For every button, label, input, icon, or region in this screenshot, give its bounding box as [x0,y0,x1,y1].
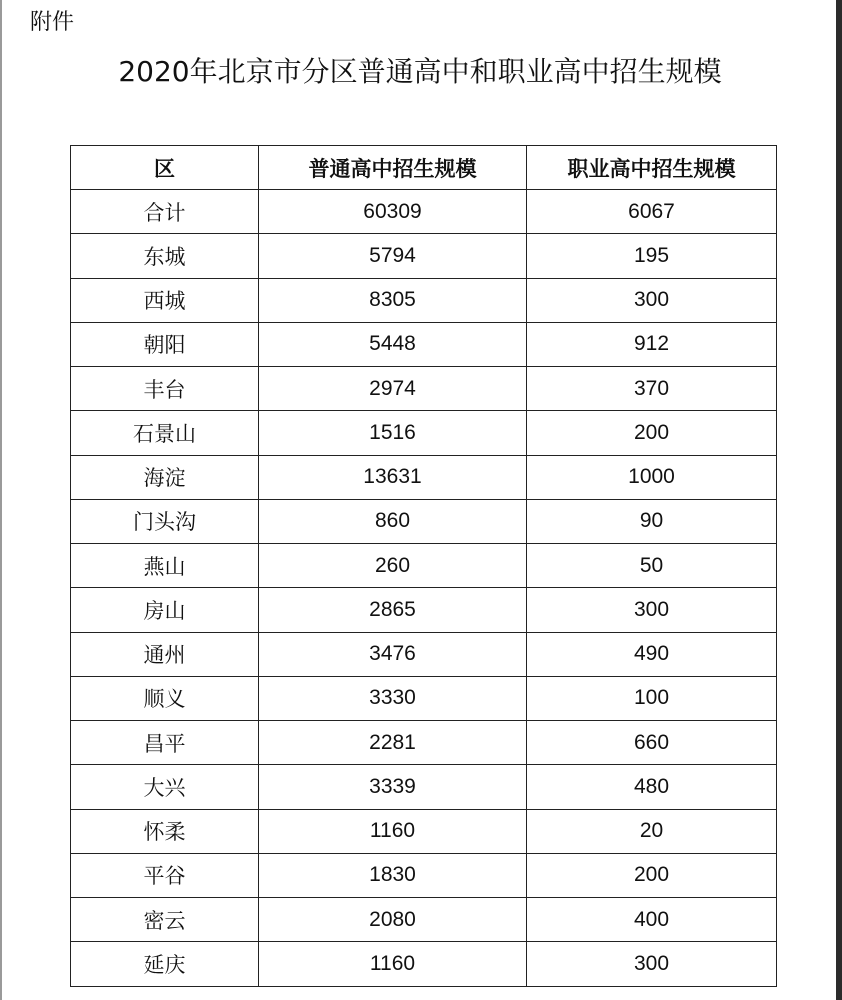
vocational-enrollment-cell: 200 [527,411,777,455]
table-row [71,322,777,366]
table-row [71,234,777,278]
general-enrollment-cell: 2281 [259,721,527,765]
table-row [71,942,777,986]
vocational-enrollment-cell: 90 [527,499,777,543]
vocational-enrollment-cell: 195 [527,234,777,278]
district-cell: 朝阳 [71,322,259,366]
vocational-enrollment-cell: 300 [527,278,777,322]
district-cell: 丰台 [71,367,259,411]
table-body [71,190,777,987]
table-row [71,588,777,632]
vocational-enrollment-cell: 1000 [527,455,777,499]
table-row [71,544,777,588]
general-enrollment-cell: 13631 [259,455,527,499]
district-cell: 西城 [71,278,259,322]
table-row [71,632,777,676]
vocational-enrollment-cell: 100 [527,676,777,720]
column-header-general-high-school: 普通高中招生规模 [259,146,527,190]
table-header-row [71,146,777,190]
table-row [71,455,777,499]
vocational-enrollment-cell: 200 [527,853,777,897]
district-cell: 燕山 [71,544,259,588]
district-cell: 昌平 [71,721,259,765]
general-enrollment-cell: 3330 [259,676,527,720]
district-cell: 东城 [71,234,259,278]
general-enrollment-cell: 1830 [259,853,527,897]
general-enrollment-cell: 60309 [259,190,527,234]
vocational-enrollment-cell: 50 [527,544,777,588]
district-cell: 门头沟 [71,499,259,543]
vocational-enrollment-cell: 6067 [527,190,777,234]
table-row [71,411,777,455]
vocational-enrollment-cell: 480 [527,765,777,809]
enrollment-table [70,145,777,987]
general-enrollment-cell: 3476 [259,632,527,676]
page-title: 2020年北京市分区普通高中和职业高中招生规模 [118,55,722,88]
vocational-enrollment-cell: 912 [527,322,777,366]
vocational-enrollment-cell: 370 [527,367,777,411]
general-enrollment-cell: 1160 [259,809,527,853]
district-cell: 平谷 [71,853,259,897]
table-row [71,809,777,853]
district-cell: 大兴 [71,765,259,809]
vocational-enrollment-cell: 490 [527,632,777,676]
table-row [71,898,777,942]
vocational-enrollment-cell: 300 [527,942,777,986]
table-row [71,765,777,809]
general-enrollment-cell: 2865 [259,588,527,632]
district-cell: 顺义 [71,676,259,720]
general-enrollment-cell: 5794 [259,234,527,278]
general-enrollment-cell: 2974 [259,367,527,411]
district-cell: 房山 [71,588,259,632]
general-enrollment-cell: 5448 [259,322,527,366]
district-cell: 石景山 [71,411,259,455]
general-enrollment-cell: 860 [259,499,527,543]
general-enrollment-cell: 1160 [259,942,527,986]
vocational-enrollment-cell: 660 [527,721,777,765]
general-enrollment-cell: 3339 [259,765,527,809]
general-enrollment-cell: 2080 [259,898,527,942]
table-row [71,499,777,543]
district-cell: 海淀 [71,455,259,499]
general-enrollment-cell: 8305 [259,278,527,322]
table-row [71,367,777,411]
district-cell: 合计 [71,190,259,234]
attachment-label: 附件 [30,10,75,35]
district-cell: 通州 [71,632,259,676]
vocational-enrollment-cell: 20 [527,809,777,853]
district-cell: 延庆 [71,942,259,986]
table-row [71,676,777,720]
vocational-enrollment-cell: 400 [527,898,777,942]
district-cell: 密云 [71,898,259,942]
general-enrollment-cell: 1516 [259,411,527,455]
district-cell: 怀柔 [71,809,259,853]
general-enrollment-cell: 260 [259,544,527,588]
column-header-district: 区 [71,146,259,190]
column-header-vocational-high-school: 职业高中招生规模 [527,146,777,190]
table-row [71,278,777,322]
table-row [71,190,777,234]
table-row [71,721,777,765]
vocational-enrollment-cell: 300 [527,588,777,632]
table-row [71,853,777,897]
